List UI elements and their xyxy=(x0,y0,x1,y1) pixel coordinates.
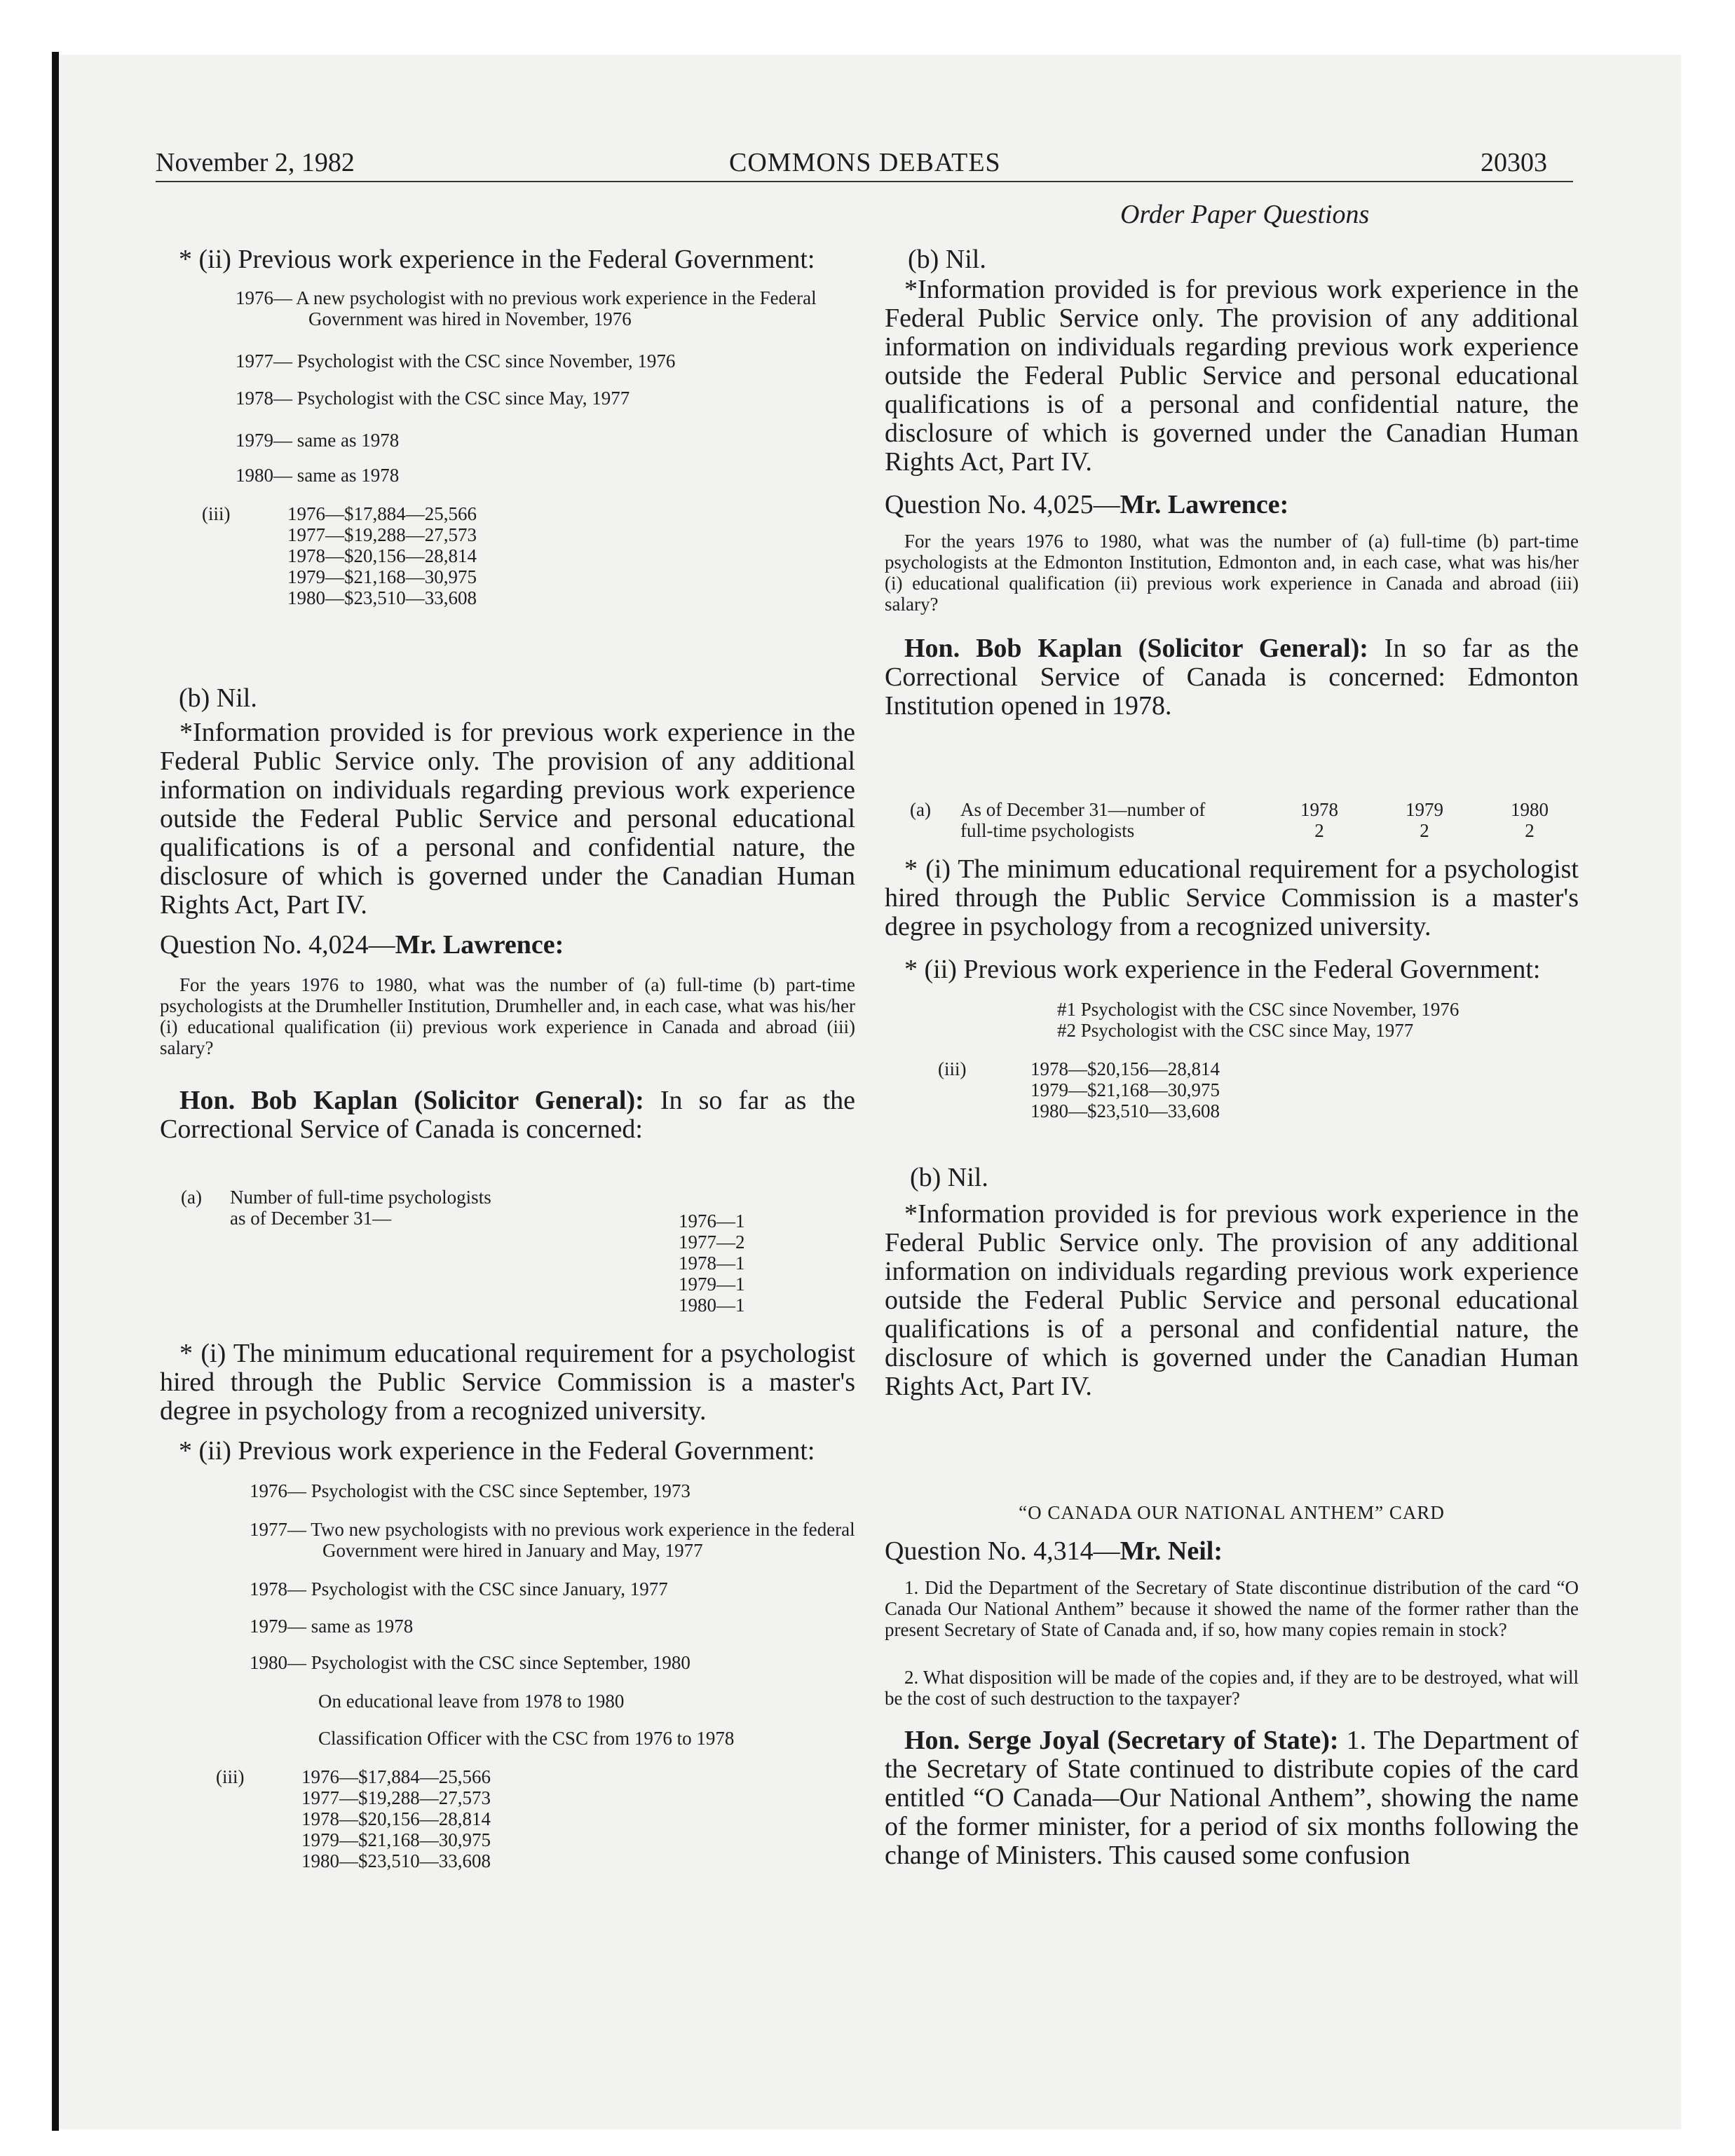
right-b-nil: (b) Nil. xyxy=(908,245,986,274)
right-ii-item-1: #1 Psychologist with the CSC since November, 1976 xyxy=(1057,999,1460,1020)
count-row: 1979—1 xyxy=(679,1274,745,1295)
salary-row: 1979—$21,168—30,975 xyxy=(301,1829,491,1850)
left-ii2-item-1976: 1976— Psychologist with the CSC since September, 1973 xyxy=(250,1480,690,1501)
section-title: “O CANADA OUR NATIONAL ANTHEM” CARD xyxy=(1019,1502,1445,1523)
question-asker: Mr. Lawrence: xyxy=(395,930,564,960)
question-number: Question No. 4,024— xyxy=(160,930,395,960)
right-answer-2 xyxy=(885,1726,1579,1870)
right-info-paragraph-2: *Information provided is for previous work experience in the Federal Public Service only. The provision of any additional information on individuals regarding previous work experience outside the Federal Public Service and personal educational qualifications is of a personal and confidential nature, the disclosure of which is governed under the Canadian Human Rights Act, Part IV. xyxy=(885,1199,1579,1401)
left-ii-item-1979: 1979— same as 1978 xyxy=(236,430,400,451)
answer-text: 1. The Department of the Secretary of State continued to distribute copies of the card entitled “O Canada—Our National Anthem”, showing the name of the former minister, for a period of six months following the change of Ministers. This caused some confusion xyxy=(885,1726,1579,1870)
left-ii-item-1980: 1980— same as 1978 xyxy=(236,465,400,486)
left-i-paragraph: * (i) The minimum educational requirement for a psychologist hired through the Public Service Commission is a master's degree in psychology from a recognized university. xyxy=(160,1339,855,1426)
salary-row: 1977—$19,288—27,573 xyxy=(301,1787,491,1808)
left-ii-item-1977: 1977— Psychologist with the CSC since November, 1976 xyxy=(236,350,676,371)
left-answer xyxy=(160,1086,855,1144)
salary-row: 1978—$20,156—28,814 xyxy=(301,1808,491,1829)
answer-speaker: Hon. Bob Kaplan (Solicitor General): xyxy=(179,1086,644,1115)
left-ii-heading: * (ii) Previous work experience in the Federal Government: xyxy=(179,245,815,274)
count-row: 1977—2 xyxy=(679,1231,745,1253)
answer-speaker: Hon. Serge Joyal (Secretary of State): xyxy=(904,1726,1339,1755)
right-table-value-1978: 2 xyxy=(1314,820,1324,841)
left-a-values xyxy=(679,1210,745,1316)
header-title: COMMONS DEBATES xyxy=(729,148,1001,177)
left-ii-item-1976: 1976— A new psychologist with no previous work experience in the Federal Government was hired in November, 1976 xyxy=(236,287,817,329)
left-ii2-item-1977: 1977— Two new psychologists with no previous work experience in the federal Government were hired in January and May, 1977 xyxy=(250,1519,855,1561)
right-i-paragraph: * (i) The minimum educational requirement for a psychologist hired through the Public Service Commission is a master's degree in psychology from a recognized university. xyxy=(885,854,1579,941)
left-ii2-item-1978: 1978— Psychologist with the CSC since January, 1977 xyxy=(250,1578,668,1599)
salary-row: 1976—$17,884—25,566 xyxy=(301,1766,491,1787)
right-answer xyxy=(885,634,1579,721)
right-table-label: (a) xyxy=(910,799,931,820)
right-b-nil-2: (b) Nil. xyxy=(910,1163,988,1192)
right-table-year-1979: 1979 xyxy=(1406,799,1443,820)
right-table-desc-2: full-time psychologists xyxy=(960,820,1135,841)
left-a-text: Number of full-time psychologists as of December 31— xyxy=(230,1187,491,1229)
left-ii2-extra-1: On educational leave from 1978 to 1980 xyxy=(318,1691,625,1712)
left-iii-list xyxy=(287,503,477,608)
right-ii-item-2: #2 Psychologist with the CSC since May, 1977 xyxy=(1057,1020,1414,1041)
salary-row: 1978—$20,156—28,814 xyxy=(287,545,477,566)
count-row: 1976—1 xyxy=(679,1210,745,1231)
left-b-nil: (b) Nil. xyxy=(179,683,257,713)
question-asker: Mr. Lawrence: xyxy=(1120,490,1289,519)
left-a-label: (a) xyxy=(181,1187,202,1208)
answer-text: In so far as the Correctional Service of Canada is concerned: xyxy=(160,1086,855,1144)
right-question2-heading xyxy=(885,1537,1223,1566)
left-info-paragraph: *Information provided is for previous work experience in the Federal Public Service only. The provision of any additional information on individuals regarding previous work experience outside the Federal Public Service and personal educational qualifications is of a personal and confidential nature, the disclosure of which is governed under the Canadian Human Rights Act, Part IV. xyxy=(160,718,855,920)
right-table-desc-1: As of December 31—number of xyxy=(960,799,1206,820)
right-question2-item-2: 2. What disposition will be made of the copies and, if they are to be destroyed, what will be the cost of such destruction to the taxpayer? xyxy=(885,1667,1579,1709)
header-page-number: 20303 xyxy=(1481,148,1547,177)
right-table-year-1980: 1980 xyxy=(1511,799,1549,820)
right-table-value-1980: 2 xyxy=(1525,820,1535,841)
left-iii2-label: (iii) xyxy=(216,1766,245,1787)
left-ii2-extra-2: Classification Officer with the CSC from 1976 to 1978 xyxy=(318,1728,735,1749)
scan-edge xyxy=(52,52,59,2131)
left-ii-item-1978: 1978— Psychologist with the CSC since May, 1977 xyxy=(236,388,630,409)
right-info-paragraph: *Information provided is for previous work experience in the Federal Public Service only. The provision of any additional information on individuals regarding previous work experience outside the Federal Public Service and personal educational qualifications is of a personal and confidential nature, the disclosure of which is governed under the Canadian Human Rights Act, Part IV. xyxy=(885,275,1579,477)
salary-row: 1979—$21,168—30,975 xyxy=(1030,1079,1220,1100)
right-question2-item-1: 1. Did the Department of the Secretary of State discontinue distribution of the card “O Canada Our National Anthem” because it showed the name of the former rather than the present Secretary of State of Canada and, if so, how many copies remain in stock? xyxy=(885,1577,1579,1640)
question-number: Question No. 4,314— xyxy=(885,1536,1120,1566)
question-number: Question No. 4,025— xyxy=(885,490,1120,519)
salary-row: 1980—$23,510—33,608 xyxy=(1030,1100,1220,1121)
left-ii2-item-1979: 1979— same as 1978 xyxy=(250,1616,414,1637)
right-iii-label: (iii) xyxy=(938,1058,967,1079)
count-row: 1978—1 xyxy=(679,1253,745,1274)
question-asker: Mr. Neil: xyxy=(1120,1536,1223,1566)
left-ii2-heading: * (ii) Previous work experience in the Federal Government: xyxy=(179,1436,815,1466)
right-iii-list xyxy=(1030,1058,1220,1121)
left-ii2-item-1980: 1980— Psychologist with the CSC since September, 1980 xyxy=(250,1652,690,1673)
left-question-text: For the years 1976 to 1980, what was the number of (a) full-time (b) part-time psychologists at the Drumheller Institution, Drumheller and, in each case, what was his/her (i) educational qualification (ii) previous work experience in Canada and abroad (iii) salary? xyxy=(160,974,855,1058)
header-date: November 2, 1982 xyxy=(156,148,355,177)
left-iii2-list xyxy=(301,1766,491,1871)
header-rule xyxy=(156,181,1573,182)
salary-row: 1978—$20,156—28,814 xyxy=(1030,1058,1220,1079)
right-ii-heading: * (ii) Previous work experience in the Federal Government: xyxy=(904,955,1541,984)
answer-speaker: Hon. Bob Kaplan (Solicitor General): xyxy=(904,634,1368,663)
salary-row: 1980—$23,510—33,608 xyxy=(301,1850,491,1871)
right-question-heading xyxy=(885,491,1288,519)
salary-row: 1979—$21,168—30,975 xyxy=(287,566,477,587)
left-iii-label: (iii) xyxy=(202,503,231,524)
count-row: 1980—1 xyxy=(679,1295,745,1316)
right-table-value-1979: 2 xyxy=(1420,820,1429,841)
right-table-year-1978: 1978 xyxy=(1300,799,1338,820)
left-question-heading xyxy=(160,931,564,960)
answer-text: In so far as the Correctional Service of Canada is concerned: Edmonton Institution opened in 1978. xyxy=(885,634,1579,721)
section-header: Order Paper Questions xyxy=(1120,200,1370,229)
salary-row: 1976—$17,884—25,566 xyxy=(287,503,477,524)
right-question-text: For the years 1976 to 1980, what was the number of (a) full-time (b) part-time psychologists at the Edmonton Institution, Edmonton and, in each case, what was his/her (i) educational qualification (ii) previous work experience in Canada and abroad (iii) salary? xyxy=(885,531,1579,615)
salary-row: 1977—$19,288—27,573 xyxy=(287,524,477,545)
salary-row: 1980—$23,510—33,608 xyxy=(287,587,477,608)
